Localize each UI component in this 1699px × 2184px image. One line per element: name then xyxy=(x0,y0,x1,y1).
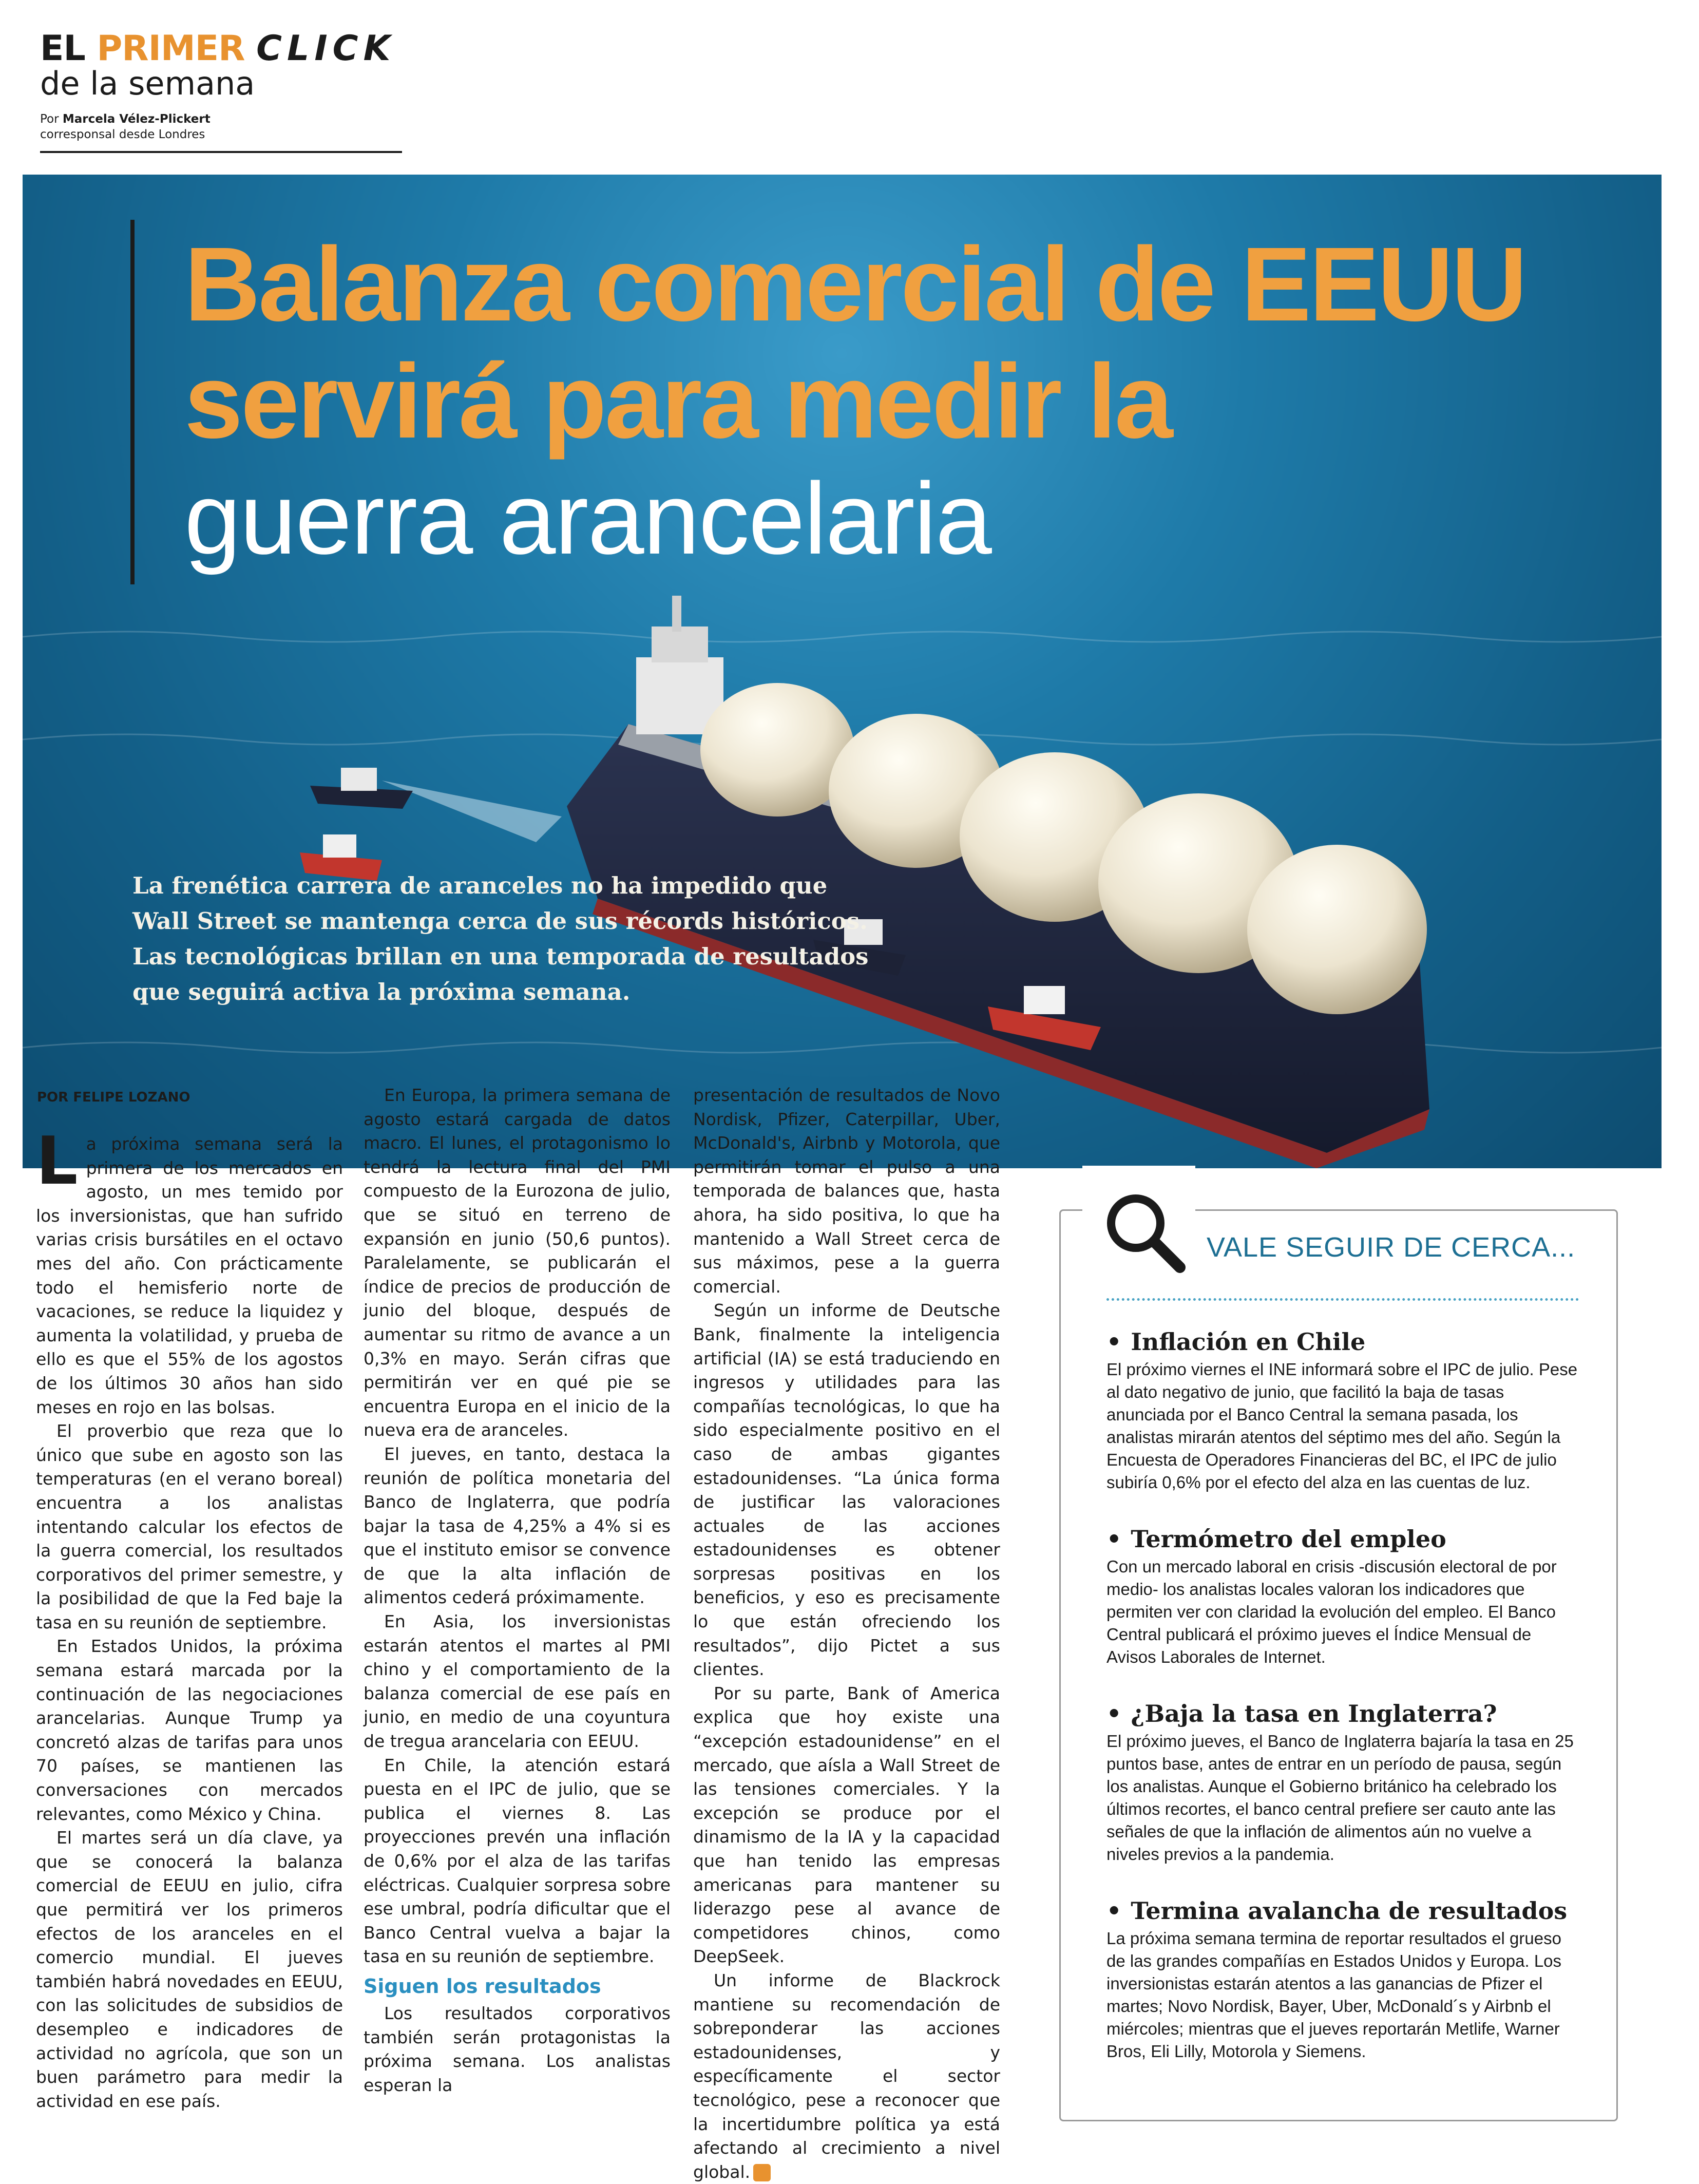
paragraph: Los resultados corporativos también serán protagonistas la próxima semana. Los analistas esperan la xyxy=(364,2003,671,2095)
sidebar-title: VALE SEGUIR DE CERCA... xyxy=(1207,1232,1576,1263)
sidebar-item-heading: • Termómetro del empleo xyxy=(1106,1525,1446,1553)
masthead-rule xyxy=(40,151,402,153)
end-mark-icon: S xyxy=(753,2164,771,2181)
paragraph: En Estados Unidos, la próxima semana estará marcada por la continuación de las negociaciones arancelarias. Aunque Trump ya concretó alzas de tarifas para unos 70 países, se mantienen las conversaciones con mercados relevantes, como México y China. xyxy=(36,1636,343,1824)
article-column-2 xyxy=(364,1084,671,2097)
masthead-title xyxy=(40,28,402,69)
paragraph: presentación de resultados de Novo Nordisk, Pfizer, Caterpillar, Uber, McDonald's, Airbnb y Motorola, que permitirán tomar el pulso a una temporada de balances que, hasta ahora, ha sido positiva, lo que ha mantenido a Wall Street cerca de sus máximos, pese a la guerra comercial. xyxy=(693,1085,1000,1297)
sidebar-item-heading: • Termina avalancha de resultados xyxy=(1106,1897,1568,1925)
article-byline: POR FELIPE LOZANO xyxy=(37,1090,190,1105)
paragraph: En Europa, la primera semana de agosto estará cargada de datos macro. El lunes, el protagonismo lo tendrá la lectura final del PMI compuesto de la Eurozona de julio, que se situó en terreno de expansión en junio (50,6 puntos). Paralelamente, se publicarán el índice de precios de producción de junio del bloque, después de aumentar su ritmo de avance a un 0,3% en mayo. Serán cifras que permitirán ver en qué pie se encuentra Europa en el inicio de la nueva era de aranceles. xyxy=(364,1085,671,1440)
paragraph: Un informe de Blackrock mantiene su recomendación de sobreponderar las acciones estadounidenses, y específicamente el sector tecnológico, pese a reconocer que la incertidumbre política ya está afectando al crecimiento a nivel global. S xyxy=(693,1970,1000,2182)
paragraph: Según un informe de Deutsche Bank, finalmente la inteligencia artificial (IA) se está traduciendo en ingresos y utilidades para las compañías tecnológicas, lo que ha sido especialmente positivo en el caso de ambas gigantes estadounidenses. “La única forma de justificar las valoraciones actuales de las acciones estadounidenses es obtener sorpresas positivas en los beneficios, y eso es precisamente lo que están ofreciendo los resultados”, dijo Pictet a sus clientes. xyxy=(693,1300,1000,1680)
masthead xyxy=(40,28,402,142)
paragraph: El proverbio que reza que lo único que sube en agosto son las temperaturas (en el verano boreal) encuentra a los analistas intentando calcular los efectos de la guerra comercial, los resultados corporativos del primer semestre, y la posibilidad de que la Fed baje la tasa en su reunión de septiembre. xyxy=(36,1421,343,1632)
paragraph: En Asia, los inversionistas estarán atentos el martes al PMI chino y el comportamiento de la balanza comercial de ese país en junio, en medio de una coyuntura de tregua arancelaria con EEUU. xyxy=(364,1611,671,1752)
masthead-click: CLICK xyxy=(256,28,396,69)
sidebar-item xyxy=(1106,1699,1584,1866)
paragraph: En Chile, la atención estará puesta en el IPC de julio, que se publica el viernes 8. Las proyecciones prevén una inflación de 0,6% por el alza de las tarifas eléctricas. Cualquier sorpresa sobre ese umbral, podría dificultar que el Banco Central vuelva a bajar la tasa en su reunión de septiembre. xyxy=(364,1755,671,1967)
byline-role: corresponsal desde Londres xyxy=(40,128,205,141)
sidebar-item-body: La próxima semana termina de reportar resultados el grueso de las grandes compañías en Estados Unidos y Europa. Los inversionistas estarán atentos a las ganancias de Pfizer el martes; Novo Nordisk, Bayer, Uber, McDonald´s y Airbnb el miércoles; mientras que el jueves reportarán Metlife, Warner Bros, Eli Lilly, Motorola y Siemens. xyxy=(1106,1929,1562,2061)
sidebar-item-heading: • Inflación en Chile xyxy=(1106,1328,1366,1356)
masthead-subtitle: de la semana xyxy=(40,65,255,102)
sidebar-item xyxy=(1106,1896,1584,2063)
magnifier-icon xyxy=(1104,1191,1186,1274)
page-headline xyxy=(184,226,1622,577)
paragraph: La próxima semana será la primera de los mercados en agosto, un mes temido por los inversionistas, que han sufrido varias crisis bursátiles en el octavo mes del año. Con prácticamente todo el hemisferio norte de vacaciones, se reduce la liquidez y aumenta la volatilidad, y prueba de ello es que el 55% de los agostos de los últimos 30 años han sido meses en rojo en las bolsas. xyxy=(36,1123,343,1417)
byline-prefix: Por xyxy=(40,112,59,126)
sidebar-item-body: El próximo viernes el INE informará sobre el IPC de julio. Pese al dato negativo de junio, que facilitó la baja de tasas anunciada por el Banco Central la semana pasada, los analistas mirarán atentos del séptimo mes del año. Según la Encuesta de Operadores Financieras del BC, el IPC de julio subiría 0,6% por el efecto del alza en las cuentas de luz. xyxy=(1106,1360,1578,1492)
headline-line-3: guerra arancelaria xyxy=(184,462,991,575)
headline-line-1: Balanza comercial de EEUU xyxy=(184,225,1525,343)
byline-author: Marcela Vélez-Plickert xyxy=(62,112,211,126)
paragraph: Por su parte, Bank of America explica que hoy existe una “excepción estadounidense” en el mercado, que aísla a Wall Street de las tensiones comerciales. Y la excepción se produce por el dinamismo de la IA y la capacidad que han tenido las empresas americanas para mantener su liderazgo pese al avance de competidores chinos, como DeepSeek. xyxy=(693,1683,1000,1967)
sidebar-item xyxy=(1106,1327,1584,1494)
sidebar-item xyxy=(1106,1525,1584,1668)
drop-cap: L xyxy=(36,1123,78,1200)
article-column-1 xyxy=(36,1123,343,2113)
sidebar-item-body: Con un mercado laboral en crisis -discusión electoral de por medio- los analistas locales valoran los indicadores que permiten ver con claridad la evolución del empleo. El Banco Central publicará el próximo jueves el Índice Mensual de Avisos Laborales de Internet. xyxy=(1106,1557,1557,1666)
sidebar-item-body: El próximo jueves, el Banco de Inglaterra bajaría la tasa en 25 puntos base, antes de entrar en un período de pausa, según los analistas. Aunque el Gobierno británico ha celebrado los últimos recortes, el banco central prefiere ser cauto ante las señales de que la inflación de alimentos aún no vuelve a niveles previos a la pandemia. xyxy=(1106,1732,1574,1864)
masthead-byline xyxy=(40,111,402,142)
section-subhead: Siguen los resultados xyxy=(364,1974,601,1998)
masthead-el: EL xyxy=(40,28,85,69)
hero-image xyxy=(23,175,1662,1168)
sidebar-items xyxy=(1106,1327,1584,2094)
headline-rule xyxy=(130,220,135,584)
article-column-3 xyxy=(693,1084,1000,2184)
paragraph: El jueves, en tanto, destaca la reunión de política monetaria del Banco de Inglaterra, que podría bajar la tasa de 4,25% a 4% si es que el instituto emisor se convence de que la alta inflación de alimentos cederá próximamente. xyxy=(364,1444,671,1608)
sidebar-divider xyxy=(1106,1298,1579,1301)
masthead-primer: PRIMER xyxy=(97,28,245,69)
paragraph: El martes será un día clave, ya que se conocerá la balanza comercial de EEUU en julio, cifra que permitirá ver los primeros efectos de los aranceles en el comercio mundial. El jueves también habrá novedades en EEUU, con las solicitudes de subsidios de desempleo e indicadores de actividad no agrícola, que son un buen parámetro para medir la actividad en ese país. xyxy=(36,1828,343,2111)
sidebar-item-heading: • ¿Baja la tasa en Inglaterra? xyxy=(1106,1700,1497,1727)
headline-line-2: servirá para medir la xyxy=(184,343,1171,460)
lead-paragraph: La frenética carrera de aranceles no ha impedido que Wall Street se mantenga cerca de sus récords históricos. Las tecnológicas brillan en una temporada de resultados que seguirá activa la próxima semana. xyxy=(132,872,869,1005)
